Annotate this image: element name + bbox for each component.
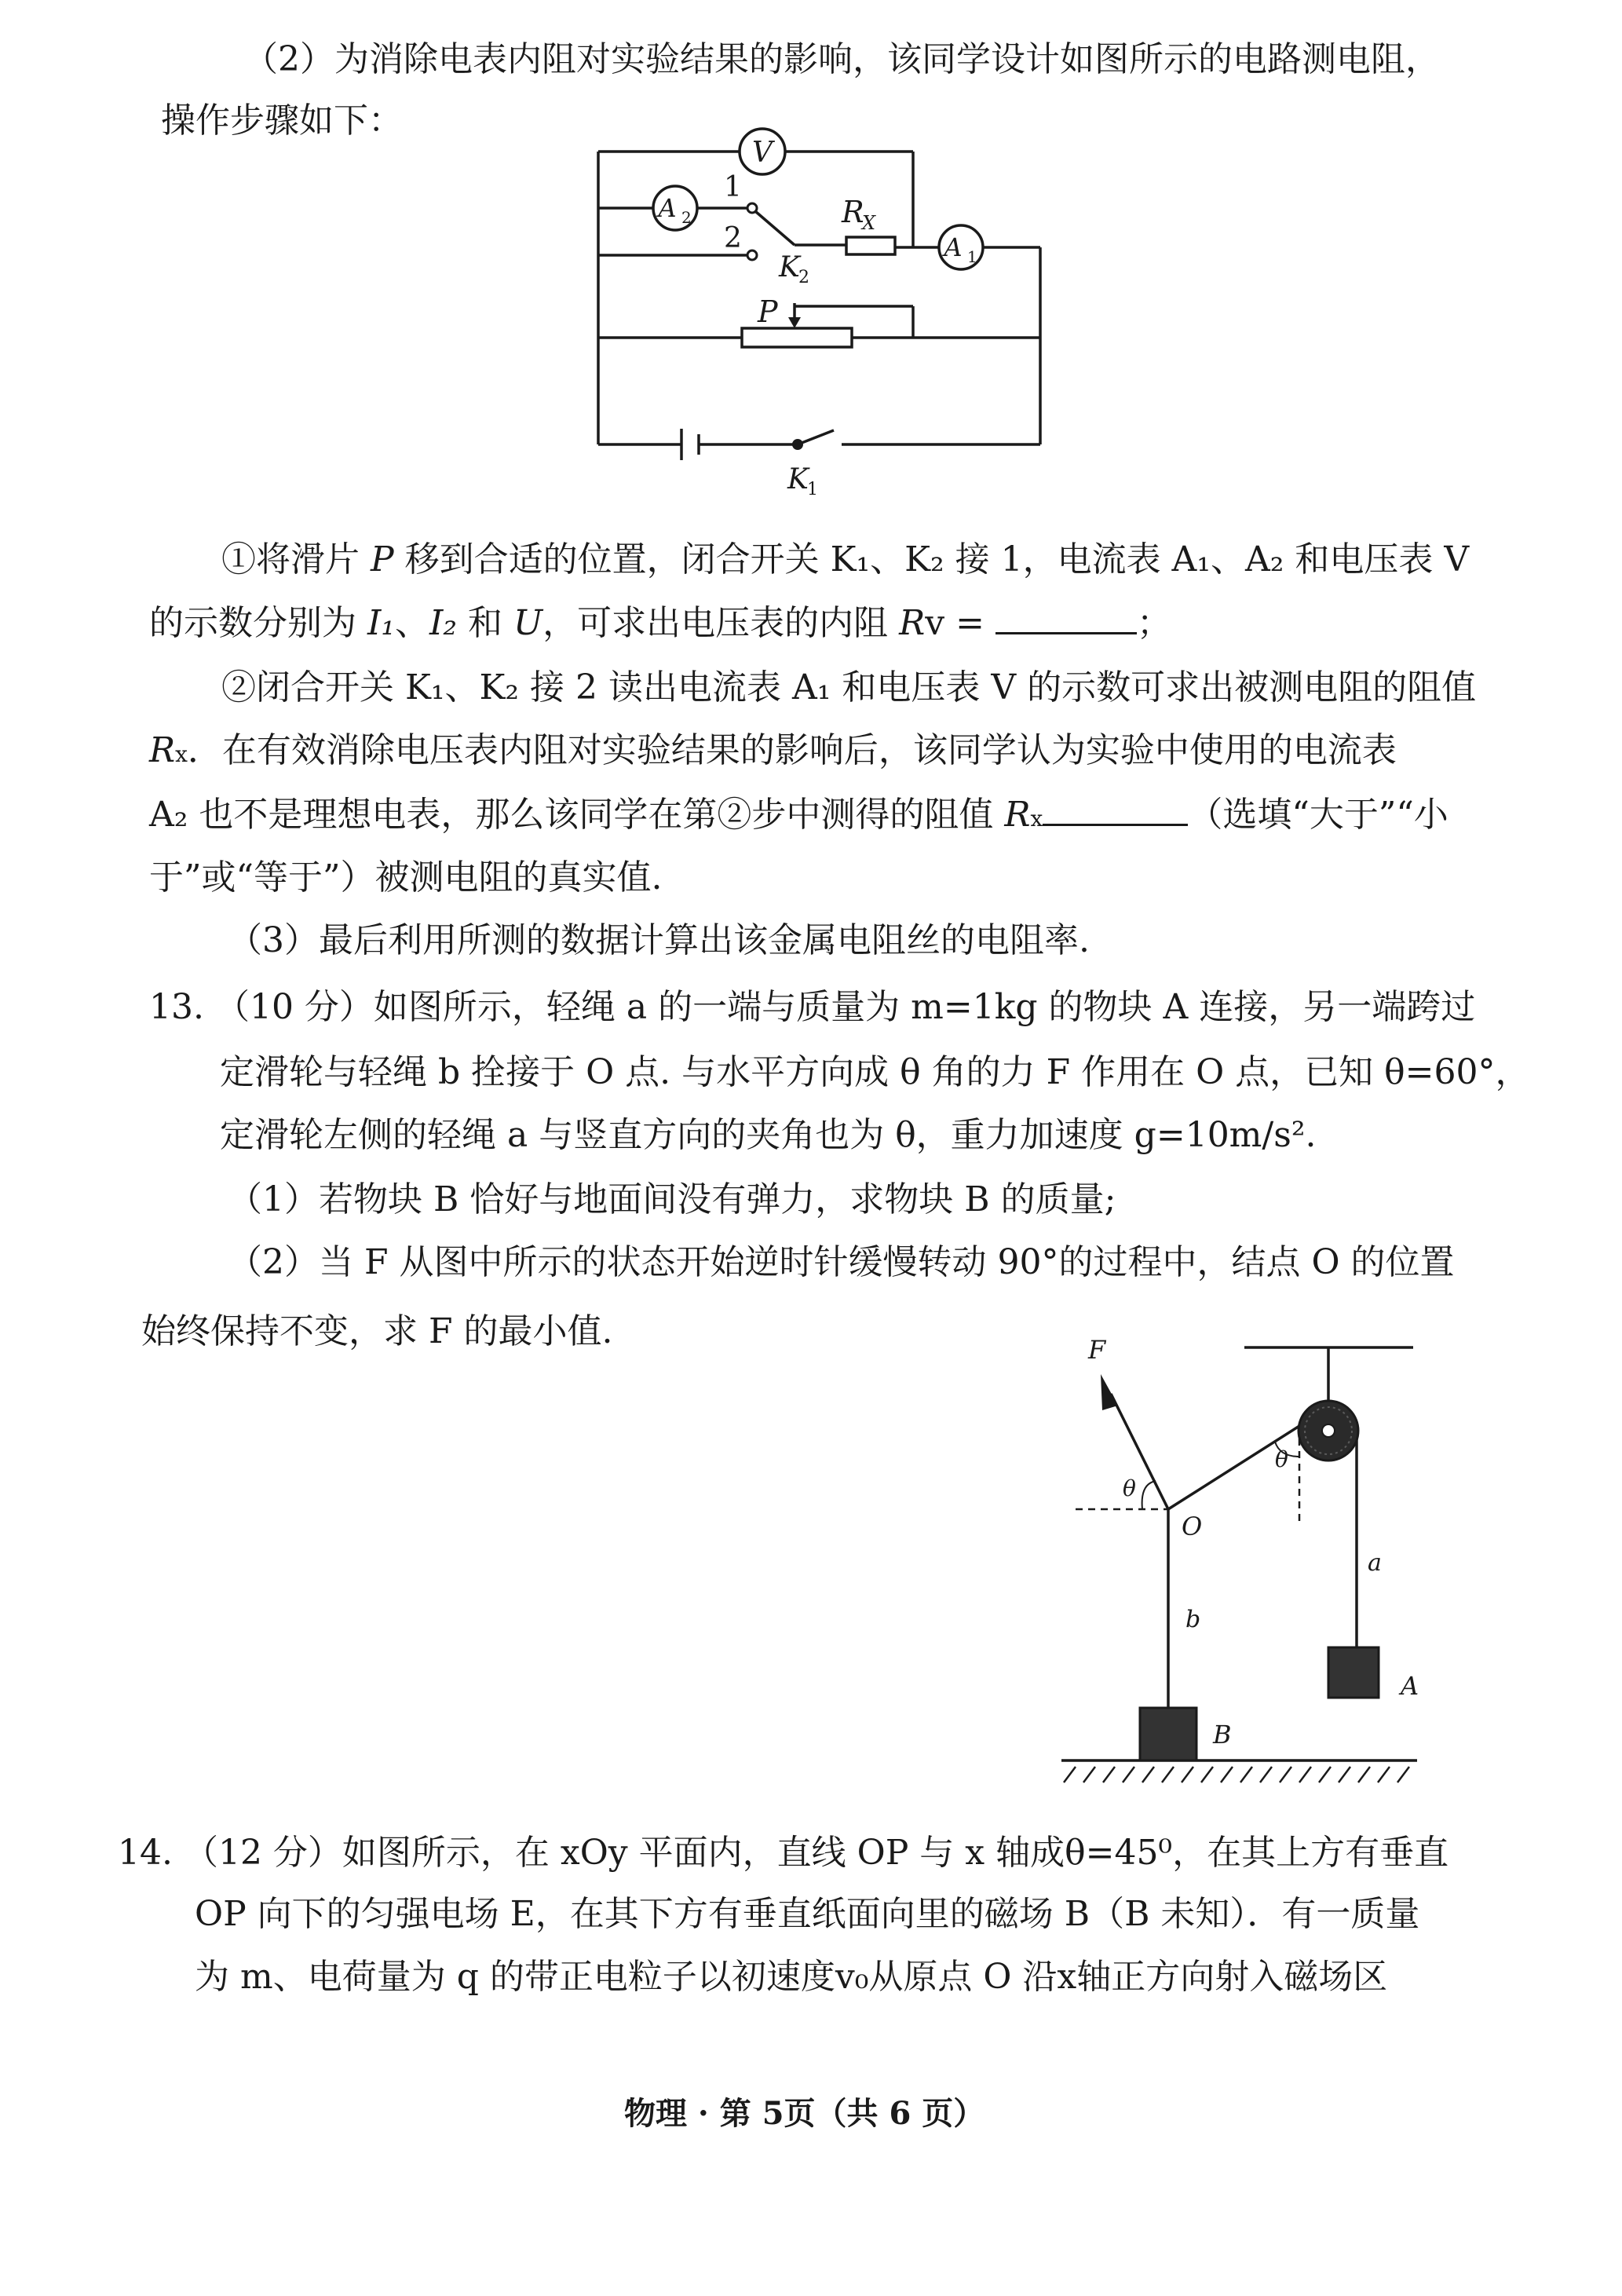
q13-line2: 定滑轮与轻绳 b 拴接于 O 点. 与水平方向成 θ 角的力 F 作用在 O 点，已知 θ=60°， (220, 1052, 1530, 1092)
switch-k2-subscript: 2 (798, 268, 809, 287)
q14-line3: 为 m、电荷量为 q 的带正电粒子以初速度v₀从原点 O 沿x轴正方向射入磁场区 (195, 1957, 1388, 1997)
rope-a-label: a (1368, 1549, 1382, 1577)
switch-k1-subscript: 1 (807, 480, 818, 499)
terminal-2-label: 2 (724, 222, 742, 254)
slider-p-label: P (758, 294, 778, 329)
knot-o-label: O (1182, 1512, 1203, 1541)
q13-line4: （1）若物块 B 恰好与地面间没有弹力，求物块 B 的质量; (228, 1179, 1116, 1219)
q14-line1: 14. （12 分）如图所示，在 xOy 平面内，直线 OP 与 x 轴成θ=45⁰，在其上方有垂直 (118, 1833, 1449, 1873)
ammeter-a2-subscript: 2 (681, 208, 692, 227)
voltmeter-label: V (752, 137, 773, 169)
resistor-rx-subscript: X (862, 212, 876, 234)
switch-k2-label: K (779, 251, 800, 283)
ammeter-a1-subscript: 1 (967, 247, 977, 266)
theta-right-label: θ (1275, 1446, 1288, 1472)
theta-left-label: θ (1123, 1475, 1136, 1501)
switch-k1-label: K (787, 463, 809, 495)
step1-line2: 的示数分别为 I₁、I₂ 和 U，可求出电压表的内阻 Rv = ； (149, 601, 1171, 645)
step2-line2: Rx．在有效消除电压表内阻对实验结果的影响后，该同学认为实验中使用的电流表 (149, 730, 1397, 770)
step2-line3: A₂ 也不是理想电表，那么该同学在第②步中测得的阻值 Rx （选填“大于”“小 (149, 792, 1448, 841)
part2-line2: 操作步骤如下： (161, 101, 403, 141)
resistor-rx-label: R (842, 195, 864, 229)
force-f-label: F (1088, 1335, 1106, 1365)
step2-line1: ②闭合开关 K₁、K₂ 接 2 读出电流表 A₁ 和电压表 V 的示数可求出被测电阻的阻值 (221, 667, 1477, 707)
q14-line2: OP 向下的匀强电场 E，在其下方有垂直纸面向里的磁场 B（B 未知）．有一质量 (195, 1894, 1420, 1934)
part3-line: （3）最后利用所测的数据计算出该金属电阻丝的电阻率. (228, 920, 1090, 960)
q13-line5: （2）当 F 从图中所示的状态开始逆时针缓慢转动 90°的过程中，结点 O 的位置 (228, 1242, 1455, 1282)
step2-line4: 于”或“等于”）被测电阻的真实值. (149, 857, 663, 898)
block-a-label: A (1401, 1671, 1419, 1701)
step1-line1: ①将滑片 P 移到合适的位置，闭合开关 K₁、K₂ 接 1，电流表 A₁、A₂ 和电压表 V (221, 539, 1470, 579)
q13-line1: 13. （10 分）如图所示，轻绳 a 的一端与质量为 m=1kg 的物块 A 连接，另一端跨过 (149, 987, 1476, 1027)
terminal-1-label: 1 (724, 171, 742, 203)
ammeter-a2-label: A (658, 193, 677, 223)
part2-line1: （2）为消除电表内阻对实验结果的影响，该同学设计如图所示的电路测电阻， (243, 39, 1440, 79)
block-b-label: B (1213, 1720, 1232, 1749)
q13-line6: 始终保持不变，求 F 的最小值. (141, 1311, 613, 1351)
rope-b-label: b (1185, 1606, 1201, 1633)
page-footer: 物理 · 第 5页（共 6 页） (624, 2095, 985, 2132)
q13-line3: 定滑轮左侧的轻绳 a 与竖直方向的夹角也为 θ，重力加速度 g=10m/s². (220, 1115, 1317, 1155)
ammeter-a1-label: A (944, 232, 963, 262)
